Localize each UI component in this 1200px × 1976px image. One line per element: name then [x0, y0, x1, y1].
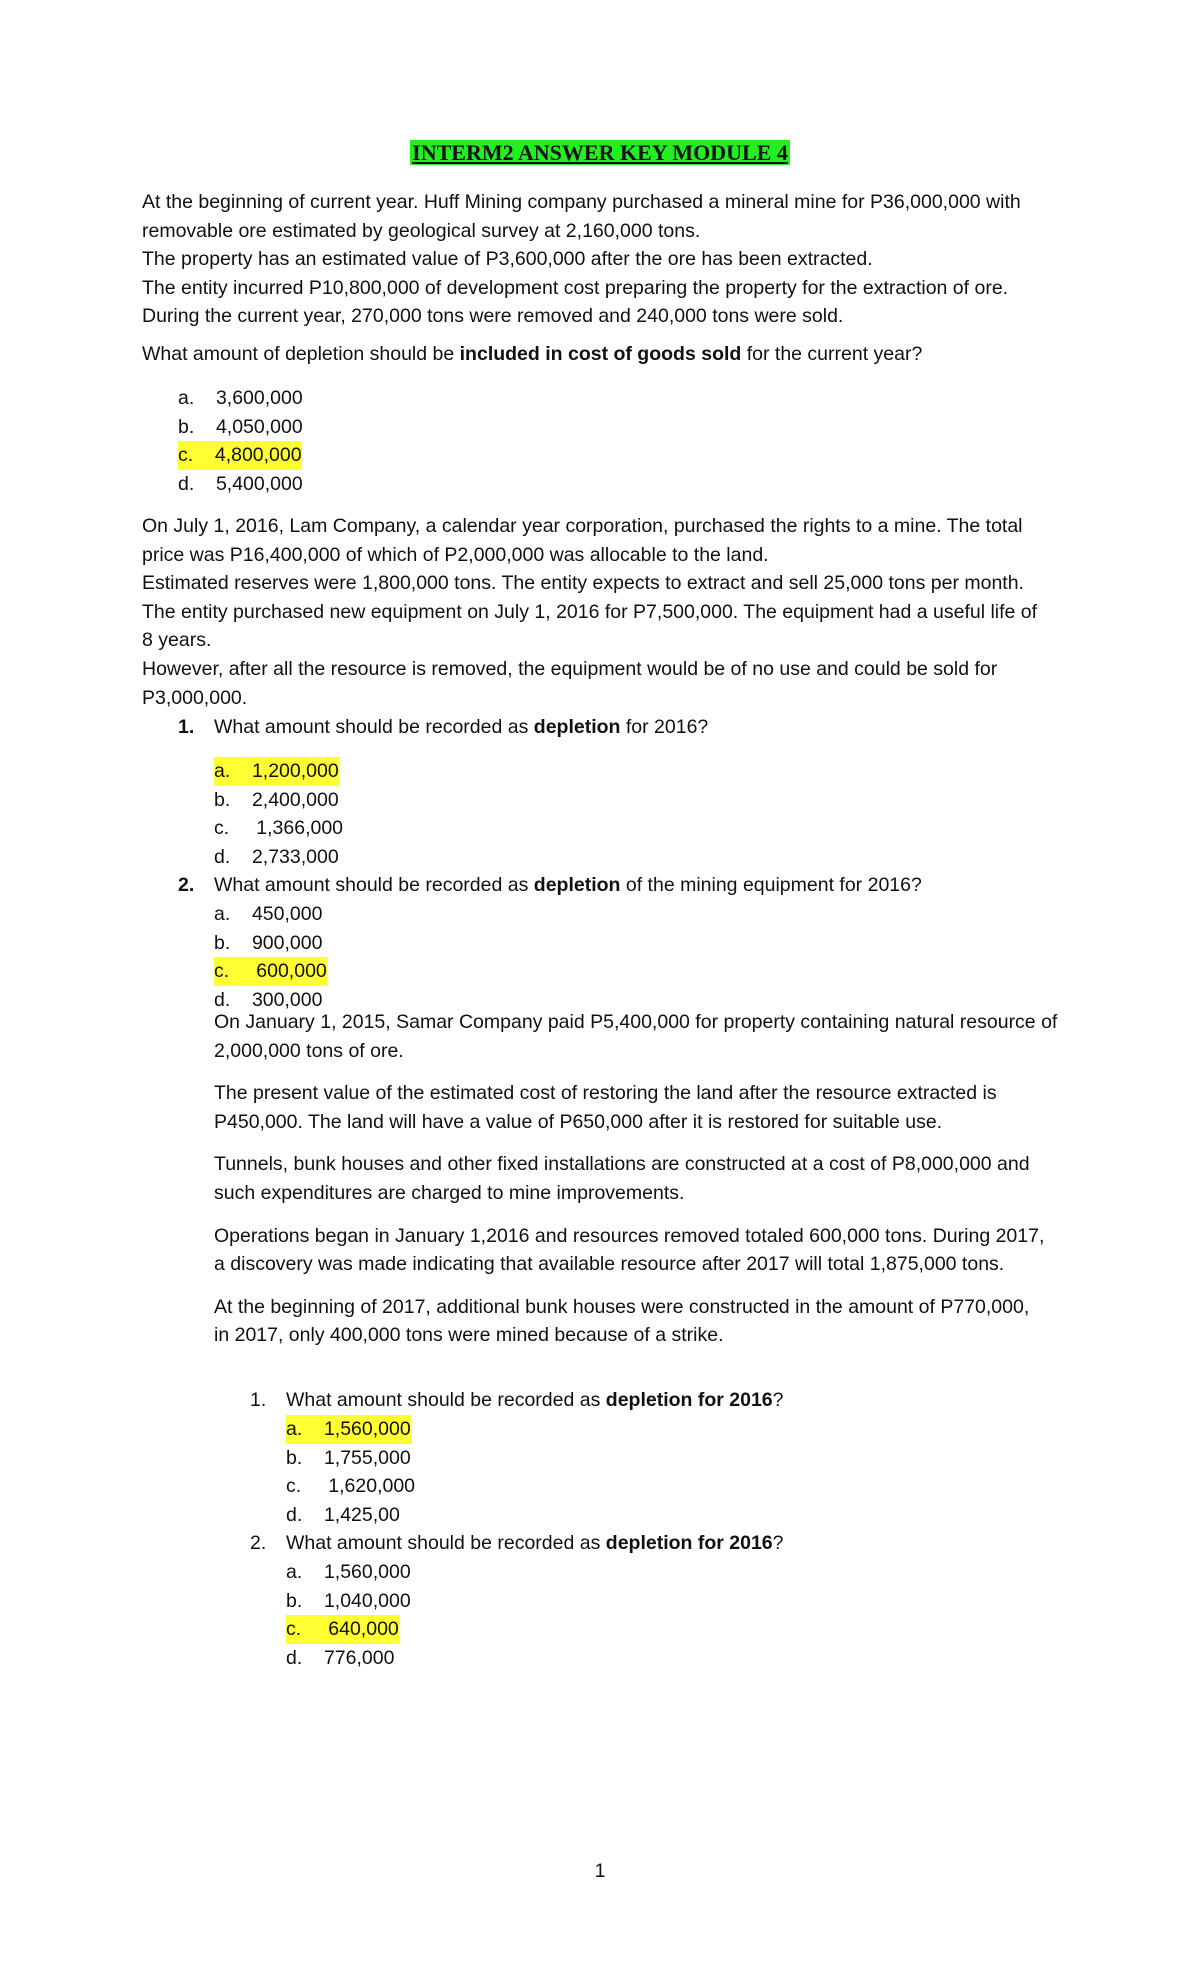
problem1-question: What amount of depletion should be included in cost of goods sold for the current year? — [142, 343, 923, 365]
problem1-line: The entity incurred P10,800,000 of development cost preparing the property for the extraction of ore. — [142, 276, 1009, 299]
problem3-line: such expenditures are charged to mine improvements. — [214, 1181, 685, 1204]
problem1-text — [142, 188, 1082, 331]
option-d: d. 1,425,00 — [286, 1503, 400, 1526]
document-title: INTERM2 ANSWER KEY MODULE 4 — [412, 140, 788, 165]
option-a-correct: a. 1,200,000 — [214, 757, 343, 786]
page-number: 1 — [594, 1860, 606, 1882]
problem2-line: The entity purchased new equipment on July 1, 2016 for P7,500,000. The equipment had a useful life of — [142, 600, 1038, 623]
problem3-text — [214, 1008, 1074, 1350]
problem3-line: Tunnels, bunk houses and other fixed installations are constructed at a cost of P8,000,000 and — [214, 1153, 1030, 1176]
problem3-q1-options — [286, 1415, 415, 1529]
option-a-correct: a. 1,560,000 — [286, 1415, 415, 1444]
option-b: b. 1,040,000 — [286, 1589, 411, 1612]
problem1-line: removable ore estimated by geological survey at 2,160,000 tons. — [142, 219, 701, 242]
option-c-correct: c. 4,800,000 — [178, 441, 303, 470]
problem1-question-bold: included in cost of goods sold — [459, 343, 742, 365]
problem3-line: Operations began in January 1,2016 and resources removed totaled 600,000 tons. During 2017, — [214, 1224, 1045, 1247]
problem2-line: On July 1, 2016, Lam Company, a calendar year corporation, purchased the rights to a mine. The total — [142, 515, 1023, 537]
problem2-line: 8 years. — [142, 629, 212, 652]
option-c: c. 1,620,000 — [286, 1475, 416, 1498]
problem1-line: At the beginning of current year. Huff Mining company purchased a mineral mine for P36,000,000 with — [142, 191, 1021, 213]
question-number: 1. — [250, 1389, 267, 1411]
option-a: a. 450,000 — [214, 903, 323, 925]
option-d: d. 5,400,000 — [178, 472, 303, 495]
problem3-q2-options — [286, 1558, 411, 1672]
problem2-text — [142, 512, 1102, 712]
question-number: 1. — [178, 716, 195, 738]
problem3-line: in 2017, only 400,000 tons were mined because of a strike. — [214, 1324, 724, 1347]
problem3-line: On January 1, 2015, Samar Company paid P5,400,000 for property containing natural resource of — [214, 1011, 1058, 1033]
option-d: d. 300,000 — [214, 988, 323, 1011]
problem2-line: Estimated reserves were 1,800,000 tons. The entity expects to extract and sell 25,000 tons per month. — [142, 572, 1024, 595]
problem2-line: price was P16,400,000 of which of P2,000,000 was allocable to the land. — [142, 543, 769, 566]
option-b: b. 1,755,000 — [286, 1446, 411, 1469]
document-page: INTERM2 ANSWER KEY MODULE 4 At the beginning of current year. Huff Mining company purchased a mineral mine for P36,000,000 with removable ore estimated by geological survey at 2,160,000 tons. The property has an estimated value of P3,600,000 after the ore has been extracted. The entity incurred P10,800,000 of development cost preparing the property for the extraction of ore. During the current year, 270,000 tons were removed and 240,000 tons were sold. What amount of depletion should be included in cost of goods sold for the current year? a. 3,600,000 b. 4,050,000 c. 4,800,000 d. 5,400,000 On July 1, 2016, Lam Company, a calendar year corporation, purchased the rights to a mine. The total price was P16,400,000 of which of P2,000,000 was allocable to the land. Estimated reserves were 1,800,000 tons. The entity expects to extract and sell 25,000 tons per month. The entity purchased new equipment on July 1, 2016 for P7,500,000. The equipment had a useful life of 8 years. However, after all the resource is removed, the equipment would be of no use and could be sold for P3,000,000. 1. What amount should be recorded as depletion for 2016? a. 1,200,000 b. 2,400,000 c. 1,366,000 d. 2,733,000 2. What amount should be recorded as depletion of the mining equipment for 2016? a. 450,000 b. 900,000 c. 600,000 d. 300,000 On January 1, 2015, Samar Company paid P5,400,000 for property containing natural resource of 2,000,000 tons of ore. The present value of the estimated cost of restoring the land after the resource extracted is P450,000. The land will have a value of P650,000 after it is restored for suitable use. Tunnels, bunk houses and other fixed installations are constructed at a cost of P8,000,000 and such expenditures are charged to mine improvements. Operations began in January 1,2016 and resources removed totaled 600,000 tons. During 2017, a discovery was made indicating that available resource after 2017 will total 1,875,000 tons. At the beginning of 2017, additional bunk houses were constructed in the amount of P770,000, in 2017, only 400,000 tons were mined because of a strike. 1. What amount should be recorded as depletion for 2016? a. 1,560,000 b. 1,755,000 c. 1,620,000 d. 1,425,00 2. What amount should be recorded as depletion for 2016? a. 1,560,000 b. 1,040,000 c. 640,000 d. 776,000 1 — [0, 0, 1200, 1976]
problem1-options — [178, 384, 303, 498]
option-d: d. 776,000 — [286, 1646, 395, 1669]
problem3-line: At the beginning of 2017, additional bunk houses were constructed in the amount of P770,000, — [214, 1295, 1030, 1318]
question-number: 2. — [178, 874, 195, 896]
question-number: 2. — [250, 1532, 267, 1554]
option-c-correct: c. 600,000 — [214, 957, 327, 986]
document-title-wrap — [0, 140, 1200, 166]
problem3-line: The present value of the estimated cost of restoring the land after the resource extracted is — [214, 1082, 997, 1105]
option-c: c. 1,366,000 — [214, 817, 344, 840]
problem2-q2-options — [214, 900, 327, 1014]
option-b: b. 2,400,000 — [214, 788, 339, 811]
problem3-line: a discovery was made indicating that available resource after 2017 will total 1,875,000 tons. — [214, 1253, 1005, 1276]
problem3-line: 2,000,000 tons of ore. — [214, 1039, 404, 1062]
problem2-line: However, after all the resource is removed, the equipment would be of no use and could be sold for — [142, 657, 998, 680]
problem2-q1-options — [214, 757, 343, 871]
option-a: a. 3,600,000 — [178, 387, 303, 409]
option-b: b. 4,050,000 — [178, 415, 303, 438]
problem3-line: P450,000. The land will have a value of P650,000 after it is restored for suitable use. — [214, 1110, 943, 1133]
problem1-line: The property has an estimated value of P3,600,000 after the ore has been extracted. — [142, 248, 873, 271]
option-b: b. 900,000 — [214, 931, 323, 954]
problem1-line: During the current year, 270,000 tons were removed and 240,000 tons were sold. — [142, 305, 844, 328]
option-c-correct: c. 640,000 — [286, 1615, 411, 1644]
problem2-line: P3,000,000. — [142, 686, 248, 709]
option-a: a. 1,560,000 — [286, 1561, 411, 1583]
option-d: d. 2,733,000 — [214, 845, 339, 868]
